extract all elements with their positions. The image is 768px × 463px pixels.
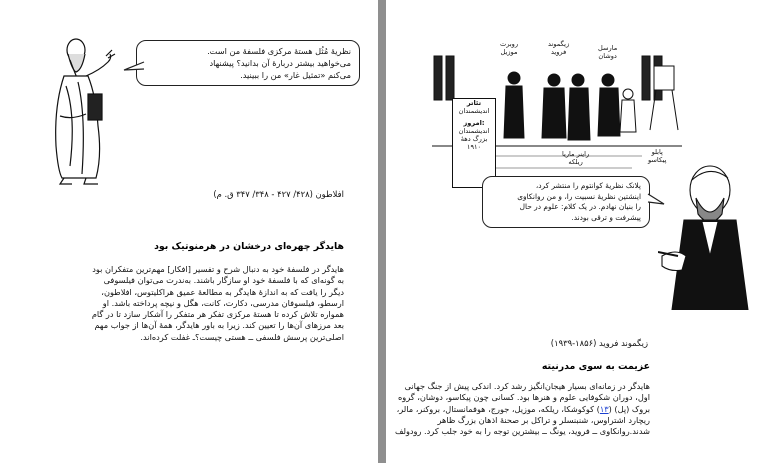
- paragraph-line: دیگر را یافت که به اندازهٔ هایدگر به مطالعهٔ عمیق هراکلیتوس، افلاطون،: [101, 286, 344, 297]
- label-marcel-duchamp: مارسل دوشان: [598, 44, 618, 60]
- section-heading: هایدگر چهره‌ای درخشان در هرمنوتیک بود: [154, 241, 344, 252]
- bubble-line: پیشرفت و ترقی بودند.: [571, 212, 641, 222]
- right-page: [386, 0, 768, 463]
- label-rilke: راینر ماریا ریلکه: [562, 150, 590, 166]
- theater-today: امروز:: [463, 119, 485, 127]
- paragraph-line: بروک (پل) (۱۳) کوکوشکا، ریلکه، موزیل، جورج، هوفمانستال، بروکنر، مالر،: [396, 403, 650, 414]
- plato-speech-bubble: [136, 40, 360, 86]
- paragraph-line: شدند.روانکاوی ــ فروید، یونگ ــ بیشترین توجه را به خود جلب کرد. رودولف: [394, 426, 650, 437]
- paragraph-line: به گونه‌ای که با فلسفهٔ خود او سازگار باشند. به‌ندرت می‌توان فیلسوفی: [103, 275, 344, 286]
- bubble-tail: [122, 60, 146, 74]
- right-paragraph: [390, 381, 650, 437]
- paragraph-line: هایدگر در فلسفهٔ خود به دنبال شرح و تفسیر [افکار] مهم‌ترین متفکران بود: [92, 264, 344, 274]
- paragraph-line: بعد مرزهای آن‌ها را تعیین کند. زیرا به باور هایدگر، همهٔ آن‌ها از جواب مهم: [94, 320, 344, 331]
- freud-caption: زیگموند فروید (۱۸۵۶-۱۹۳۹): [550, 338, 648, 348]
- label-picasso: پابلو پیکاسو: [648, 148, 667, 164]
- theater-line: بزرگ دههٔ: [460, 135, 488, 143]
- plato-illustration: [42, 36, 122, 186]
- theater-line: ۱۹۱۰: [466, 143, 482, 151]
- label-robert-musil: روبرت موزیل: [500, 40, 519, 56]
- left-page: [0, 0, 378, 463]
- theater-sign: [452, 98, 496, 188]
- footnote-link[interactable]: ۱۳: [599, 403, 609, 414]
- theater-line: اندیشمندان: [458, 127, 490, 135]
- left-paragraph: [24, 264, 344, 343]
- freud-portrait: [658, 160, 758, 310]
- paragraph-line: هایدگر در زمانه‌ای بسیار هیجان‌انگیز رشد کرد. اندکی پیش از جنگ جهانی: [404, 381, 650, 391]
- paragraph-line: اصلی‌ترین پرسش فلسفی ــ هستی چیست؟ـ غفلت کرده‌اند.: [140, 331, 344, 342]
- label-sigmund-freud: زیگموند فروید: [548, 40, 570, 56]
- paragraph-line: ریچارد اشتراوس، شنبنسلر و تراکل بر صحنهٔ اذهان بزرگ ظاهر: [437, 414, 650, 425]
- bubble-line: پلانک نظریهٔ کوانتوم را منتشر کرد،: [535, 181, 641, 190]
- plato-caption: افلاطون (۴۲۸/ ۴۲۷ - ۳۴۸/ ۳۴۷ ق. م): [213, 189, 344, 199]
- bubble-line: نظریهٔ مُثُل هستهٔ مرکزی فلسفهٔ من است.: [207, 46, 351, 56]
- paragraph-line: اول، دوران شکوفایی علوم و هنرها بود. کسانی چون پیکاسو، دوشان، گروه: [397, 392, 650, 403]
- bubble-line: می‌خواهید بیشتر دربارهٔ آن بدانید؟ پیشنهاد: [209, 58, 351, 68]
- paragraph-line: همواره تلاش کرده تا هستهٔ مرکزی تفکر هر متفکر را آشکار سازد تا در گام: [91, 309, 344, 320]
- bubble-line: اینشتین نظریهٔ نسبیت را، و من روانکاوی: [517, 191, 641, 201]
- paragraph-line: ارسطو، فیلسوفان مدرسی، دکارت، کانت، هگل و نیچه پرداخته باشد. او: [102, 297, 344, 308]
- theater-title: تئاتر: [466, 99, 482, 107]
- section-heading: عزیمت به سوی مدرنیته: [541, 361, 650, 372]
- bubble-line: را بنیان نهادم. در یک کلام: علوم در حال: [519, 202, 641, 211]
- bubble-line: می‌کنم «تمثیل غار» من را ببینید.: [240, 70, 351, 80]
- theater-subtitle: اندیشمندان: [458, 107, 490, 115]
- freud-speech-bubble: [482, 176, 650, 228]
